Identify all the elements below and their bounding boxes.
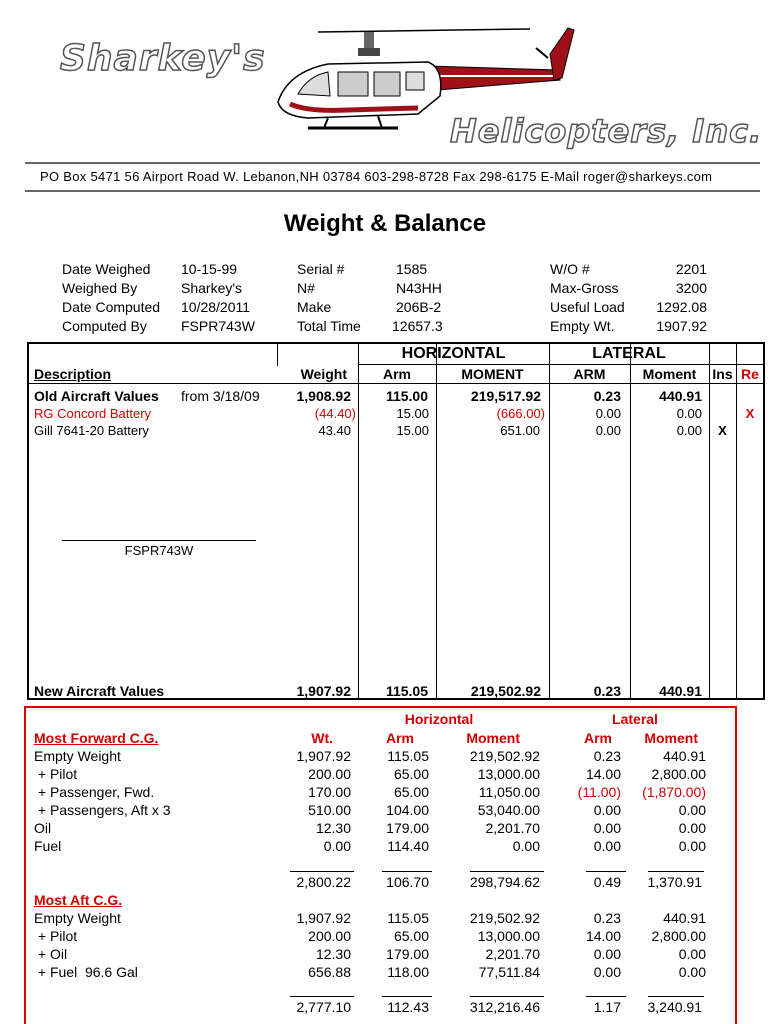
cg-row-wt: 200.00 <box>308 766 351 782</box>
aft-total-moment: 312,216.46 <box>469 999 540 1015</box>
info-max-gross-value: 3200 <box>675 280 707 296</box>
row-moment: 651.00 <box>500 423 540 438</box>
cg-row-description: Fuel <box>34 838 62 854</box>
group-horizontal-header: HORIZONTAL <box>401 345 506 362</box>
row-arm: 15.00 <box>396 423 429 438</box>
info-useful-load-value: 1292.08 <box>656 299 707 315</box>
col-header-weight: Weight <box>300 366 347 382</box>
table-divider <box>277 342 278 366</box>
table-group-underline <box>358 364 765 365</box>
forward-total-arm: 106.70 <box>386 874 429 890</box>
cg-row-arm: 115.05 <box>387 910 429 926</box>
cg-row-description: + Fuel 96.6 Gal <box>34 964 138 980</box>
signature-name: FSPR743W <box>124 543 194 558</box>
company-name-text: Helicopters, Inc. <box>450 112 763 150</box>
cg-row-lat-moment: 0.00 <box>678 802 706 818</box>
cg-row-description: + Pilot <box>34 928 78 944</box>
cg-row-lat-arm: 0.00 <box>593 802 621 818</box>
cg-row-moment: 77,511.84 <box>478 964 540 980</box>
cg-row-description: Oil <box>34 820 52 836</box>
col-header-re: Re <box>741 366 759 382</box>
info-n-number-label: N# <box>297 280 315 296</box>
cg-row-description: Empty Weight <box>34 910 121 926</box>
cg-row-lat-moment: 0.00 <box>678 946 706 962</box>
aft-total-lat-arm: 1.17 <box>593 999 621 1015</box>
row-lat-arm: 0.00 <box>595 406 621 421</box>
old-values-from: from 3/18/09 <box>181 388 260 404</box>
row-weight: (44.40) <box>314 406 356 421</box>
old-weight: 1,908.92 <box>296 388 351 404</box>
forward-total-wt: 2,800.22 <box>296 874 351 890</box>
sum-line <box>382 871 432 872</box>
info-wo-label: W/O # <box>550 261 590 277</box>
row-arm: 15.00 <box>396 406 429 421</box>
sum-line <box>470 871 544 872</box>
cg-row-moment: 13,000.00 <box>477 928 540 944</box>
sum-line <box>586 996 626 997</box>
cg-row-lat-arm: 0.00 <box>593 946 621 962</box>
cg-row-arm: 118.00 <box>387 964 429 980</box>
cg-row-description: + Passenger, Fwd. <box>34 784 155 800</box>
new-moment: 219,502.92 <box>470 683 541 699</box>
cg-header-lat-moment: Moment <box>644 730 698 746</box>
info-make-label: Make <box>297 299 332 315</box>
col-header-description: Description <box>34 366 112 382</box>
sum-line <box>470 996 544 997</box>
cg-row-wt: 1,907.92 <box>296 910 351 926</box>
info-weighed-by-value: Sharkey's <box>181 280 243 296</box>
cg-row-moment: 11,050.00 <box>478 784 540 800</box>
aft-total-wt: 2,777.10 <box>296 999 351 1015</box>
cg-row-arm: 104.00 <box>386 802 429 818</box>
col-header-moment: MOMENT <box>461 366 524 382</box>
info-make-value: 206B-2 <box>396 299 442 315</box>
row-lat-arm: 0.00 <box>595 423 621 438</box>
cg-row-arm: 65.00 <box>393 784 429 800</box>
info-wo-value: 2201 <box>675 261 707 277</box>
cg-row-lat-moment: 2,800.00 <box>651 766 706 782</box>
row-lat-moment: 0.00 <box>676 406 702 421</box>
cg-row-wt: 0.00 <box>323 838 351 854</box>
cg-row-lat-arm: 14.00 <box>585 766 621 782</box>
row-moment: (666.00) <box>496 406 545 421</box>
row-ins-mark: X <box>718 423 727 438</box>
most-aft-cg-title: Most Aft C.G. <box>34 892 123 908</box>
new-weight: 1,907.92 <box>296 683 351 699</box>
aft-total-lat-moment: 3,240.91 <box>647 999 702 1015</box>
cg-row-moment: 0.00 <box>512 838 540 854</box>
cg-header-arm: Arm <box>385 730 414 746</box>
row-description: Gill 7641-20 Battery <box>34 423 149 438</box>
cg-row-moment: 13,000.00 <box>477 766 540 782</box>
cg-row-description: + Oil <box>34 946 68 962</box>
col-header-ins: Ins <box>712 366 733 382</box>
aft-total-arm: 112.43 <box>387 999 429 1015</box>
new-arm: 115.05 <box>385 683 428 699</box>
forward-total-moment: 298,794.62 <box>469 874 540 890</box>
new-lat-moment: 440.91 <box>659 683 702 699</box>
page-title: Weight & Balance <box>283 210 487 237</box>
info-serial-label: Serial # <box>297 261 345 277</box>
cg-row-wt: 656.88 <box>308 964 351 980</box>
cg-row-moment: 219,502.92 <box>469 748 540 764</box>
new-values-label: New Aircraft Values <box>34 683 165 699</box>
cg-header-moment: Moment <box>466 730 520 746</box>
cg-row-arm: 114.40 <box>387 838 429 854</box>
info-empty-wt-label: Empty Wt. <box>550 318 615 334</box>
company-address: PO Box 5471 56 Airport Road W. Lebanon,NH 03784 603-298-8728 Fax 298-6175 E-Mail roger@sharkeys.com <box>40 169 713 184</box>
cg-row-lat-moment: 2,800.00 <box>651 928 706 944</box>
header-divider-bottom <box>25 190 760 192</box>
cg-row-lat-moment: 440.91 <box>663 910 706 926</box>
cg-row-lat-moment: 0.00 <box>678 964 706 980</box>
cg-row-lat-arm: 0.23 <box>593 748 621 764</box>
info-date-weighed-label: Date Weighed <box>62 261 151 277</box>
info-date-computed-value: 10/28/2011 <box>181 299 251 315</box>
cg-horizontal-header: Horizontal <box>404 711 474 727</box>
cg-row-lat-arm: (11.00) <box>577 784 621 800</box>
row-re-mark: X <box>745 406 755 421</box>
company-logo-text: Sharkey's <box>60 38 266 79</box>
table-header-underline <box>27 383 765 384</box>
forward-total-lat-arm: 0.49 <box>593 874 621 890</box>
info-empty-wt-value: 1907.92 <box>656 318 707 334</box>
cg-header-wt: Wt. <box>311 730 333 746</box>
info-total-time-label: Total Time <box>297 318 361 334</box>
info-n-number-value: N43HH <box>396 280 442 296</box>
col-header-lat-moment: Moment <box>642 366 697 382</box>
cg-row-arm: 179.00 <box>386 946 429 962</box>
header-divider-top <box>25 162 760 164</box>
cg-row-lat-moment: 440.91 <box>663 748 706 764</box>
info-date-weighed-value: 10-15-99 <box>181 261 238 277</box>
cg-row-wt: 200.00 <box>308 928 351 944</box>
cg-row-lat-arm: 0.00 <box>593 964 621 980</box>
col-header-lat-arm: ARM <box>573 366 606 382</box>
col-header-arm: Arm <box>382 366 411 382</box>
most-forward-cg-title: Most Forward C.G. <box>34 730 159 746</box>
info-computed-by-label: Computed By <box>62 318 147 334</box>
sum-line <box>290 871 354 872</box>
cg-row-arm: 65.00 <box>393 928 429 944</box>
row-weight: 43.40 <box>318 423 351 438</box>
info-computed-by-value: FSPR743W <box>181 318 255 334</box>
cg-row-lat-arm: 0.00 <box>593 838 621 854</box>
info-date-computed-label: Date Computed <box>62 299 161 315</box>
cg-row-lat-moment: (1,870.00) <box>642 784 706 800</box>
cg-lateral-header: Lateral <box>612 711 658 727</box>
sum-line <box>648 871 704 872</box>
cg-row-moment: 2,201.70 <box>485 820 540 836</box>
cg-row-description: + Pilot <box>34 766 78 782</box>
cg-row-lat-arm: 0.00 <box>593 820 621 836</box>
cg-row-wt: 12.30 <box>315 820 351 836</box>
cg-row-lat-arm: 14.00 <box>585 928 621 944</box>
info-total-time-value: 12657.3 <box>392 318 443 334</box>
cg-row-arm: 115.05 <box>387 748 429 764</box>
sum-line <box>382 996 432 997</box>
cg-row-arm: 65.00 <box>393 766 429 782</box>
cg-row-wt: 510.00 <box>308 802 351 818</box>
sum-line <box>290 996 354 997</box>
signature-line <box>62 540 256 541</box>
old-arm: 115.00 <box>385 388 428 404</box>
cg-row-description: Empty Weight <box>34 748 121 764</box>
old-moment: 219,517.92 <box>470 388 541 404</box>
table-divider <box>709 342 710 700</box>
table-divider <box>736 342 737 700</box>
sum-line <box>586 871 626 872</box>
old-lat-moment: 440.91 <box>659 388 702 404</box>
row-lat-moment: 0.00 <box>676 423 702 438</box>
group-lateral-header: LATERAL <box>592 345 666 362</box>
cg-row-lat-arm: 0.23 <box>593 910 621 926</box>
new-lat-arm: 0.23 <box>593 683 621 699</box>
info-serial-value: 1585 <box>396 261 428 277</box>
old-values-label: Old Aircraft Values <box>34 388 159 404</box>
forward-total-lat-moment: 1,370.91 <box>647 874 702 890</box>
cg-row-moment: 2,201.70 <box>485 946 540 962</box>
info-max-gross-label: Max-Gross <box>550 280 619 296</box>
cg-row-moment: 53,040.00 <box>477 802 540 818</box>
cg-row-lat-moment: 0.00 <box>678 820 706 836</box>
cg-header-lat-arm: Arm <box>583 730 612 746</box>
cg-row-wt: 170.00 <box>308 784 351 800</box>
old-lat-arm: 0.23 <box>593 388 621 404</box>
cg-row-lat-moment: 0.00 <box>678 838 706 854</box>
cg-row-moment: 219,502.92 <box>469 910 540 926</box>
sum-line <box>648 996 704 997</box>
cg-row-arm: 179.00 <box>386 820 429 836</box>
cg-row-description: + Passengers, Aft x 3 <box>34 802 171 818</box>
cg-row-wt: 1,907.92 <box>296 748 351 764</box>
info-useful-load-label: Useful Load <box>550 299 625 315</box>
row-description: RG Concord Battery <box>34 406 152 421</box>
cg-row-wt: 12.30 <box>315 946 351 962</box>
info-weighed-by-label: Weighed By <box>62 280 138 296</box>
